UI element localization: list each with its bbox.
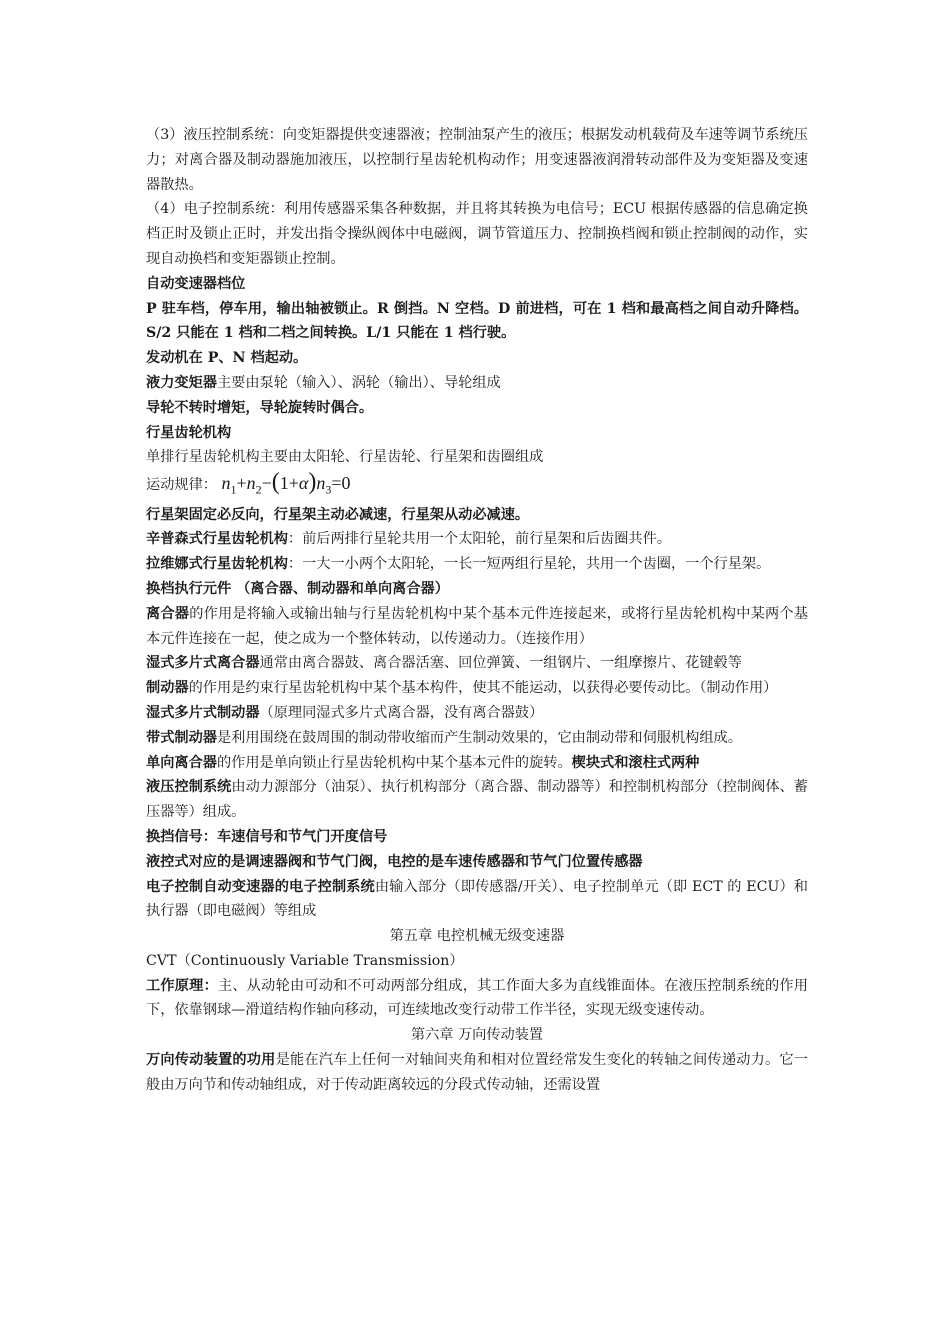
paragraph-wet-brake: 湿式多片式制动器（原理同湿式多片式离合器，没有离合器鼓）: [146, 704, 544, 721]
paragraph-motion-law: [146, 470, 808, 502]
label-motion-law: 运动规律：: [146, 477, 217, 494]
term-ravigneaux: 拉维娜式行星齿轮机构: [146, 556, 288, 573]
term-wet-brake: 湿式多片式制动器: [146, 704, 260, 721]
paragraph-working-principle: 工作原理：主、从动轮由可动和不可动两部分组成，其工作面大多为直线锥面体。在液压控制系统的作用下，依靠钢球—滑道结构作轴向移动，可连续地改变行动带工作半径，实现无级变速传动。: [146, 977, 808, 1019]
heading-planetary-gear: 行星齿轮机构: [146, 424, 232, 441]
paragraph-torque-converter: [146, 371, 808, 396]
term-band-brake: 带式制动器: [146, 729, 217, 746]
paragraph-one-way-clutch: 单向离合器的作用是单向锁止行星齿轮机构中某个基本元件的旋转。楔块式和滚柱式两种: [146, 754, 700, 771]
term-torque-converter: 液力变矩器: [146, 374, 217, 391]
paragraph-wet-clutch: 湿式多片式离合器通常由离合器鼓、离合器活塞、回位弹簧、一组钢片、一组摩擦片、花键毂等: [146, 655, 742, 672]
paragraph-band-brake: 带式制动器是利用围绕在鼓周围的制动带收缩而产生制动效果的，它由制动带和伺服机构组成。: [146, 729, 742, 746]
term-hydraulic-system: 液压控制系统: [146, 779, 232, 796]
text-torque-converter: 主要由泵轮（输入）、涡轮（输出）、导轮组成: [216, 374, 501, 391]
paragraph-clutch: 离合器的作用是将输入或输出轴与行星齿轮机构中某个基本元件连接起来，或将行星齿轮机构中某两个基本元件连接在一起，使之成为一个整体转动，以传递动力。（连接作用）: [146, 605, 808, 647]
term-universal-drive: 万向传动装置的功用: [146, 1052, 276, 1069]
paragraph-engine-start: 发动机在 P、N 档起动。: [146, 350, 308, 367]
chapter-heading-6: 第六章 万向传动装置: [410, 1027, 544, 1044]
paragraph-gear-positions: P 驻车档，停车用，输出轴被锁止。R 倒挡。N 空档。D 前进档，可在 1 档和最高档之间自动升降档。S/2 只能在 1 档和二档之间转换。L/1 只能在 1 档行驶。: [146, 300, 808, 342]
paragraph-ect-system: 电子控制自动变速器的电子控制系统由输入部分（即传感器/开关）、电子控制单元（即 ECT 的 ECU）和执行器（即电磁阀）等组成: [146, 878, 808, 920]
motion-law-formula: $n_1+n_2-(1+\alpha)n_3=0$: [221, 469, 351, 497]
paragraph-carrier-rules: 行星架固定必反向，行星架主动必减速，行星架从动必减速。: [146, 506, 530, 523]
paragraph-hydraulic-control: （3）液压控制系统：向变矩器提供变速器液；控制油泵产生的液压；根据发动机载荷及车速等调节系统压力；对离合器及制动器施加液压，以控制行星齿轮机构动作；用变速器液润滑转动部件及为变矩器及变速器散热。: [146, 127, 808, 193]
paragraph-electronic-control: （4）电子控制系统：利用传感器采集各种数据，并且将其转换为电信号；ECU 根据传感器的信息确定换档正时及锁止正时，并发出指令操纵阀体中电磁阀，调节管道压力、控制换档阀和锁止控制阀的动作，实现自动换档和变矩器锁止控制。: [146, 201, 808, 267]
term-working-principle: 工作原理：: [146, 977, 218, 994]
paragraph-valves-sensors: 液控式对应的是调速器阀和节气门阀，电控的是车速传感器和节气门位置传感器: [146, 853, 643, 870]
paragraph-universal-drive: 万向传动装置的功用是能在汽车上任何一对轴间夹角和相对位置经常发生变化的转轴之间传递动力。它一般由万向节和传动轴组成，对于传动距离较远的分段式传动轴，还需设置: [146, 1052, 808, 1093]
paragraph-simpson: 辛普森式行星齿轮机构：前后两排行星轮共用一个太阳轮，前行星架和后齿圈共件。: [146, 531, 671, 548]
term-wet-clutch: 湿式多片式离合器: [146, 655, 260, 672]
paragraph-brake: 制动器的作用是约束行星齿轮机构中某个基本构件，使其不能运动，以获得必要传动比。（制动作用）: [146, 680, 778, 697]
paragraph-cvt: CVT（Continuously Variable Transmission）: [146, 952, 464, 969]
term-one-way-clutch: 单向离合器: [146, 754, 217, 771]
paragraph-ravigneaux: 拉维娜式行星齿轮机构：一大一小两个太阳轮，一长一短两组行星轮，共用一个齿圈，一个行星架。: [146, 556, 771, 573]
term-clutch: 离合器: [146, 605, 190, 622]
paragraph-shift-signals: 换挡信号：车速信号和节气门开度信号: [146, 828, 388, 845]
term-ect-system: 电子控制自动变速器的电子控制系统: [146, 878, 375, 895]
term-sprag-roller: 楔块式和滚柱式两种: [571, 754, 700, 771]
heading-shift-elements: 换档执行元件 （离合器、制动器和单向离合器）: [146, 580, 449, 597]
document-page: [146, 123, 808, 1098]
paragraph-single-planetary: 单排行星齿轮机构主要由太阳轮、行星齿轮、行星架和齿圈组成: [146, 449, 544, 466]
term-brake: 制动器: [146, 680, 189, 697]
heading-gear-positions: 自动变速器档位: [146, 275, 246, 292]
chapter-heading-5: 第五章 电控机械无级变速器: [389, 928, 565, 945]
paragraph-stator: 导轮不转时增矩，导轮旋转时偶合。: [146, 399, 374, 416]
paragraph-hydraulic-system: 液压控制系统由动力源部分（油泵）、执行机构部分（离合器、制动器等）和控制机构部分（控制阀体、蓄压器等）组成。: [146, 779, 808, 821]
term-simpson: 辛普森式行星齿轮机构: [146, 531, 288, 548]
